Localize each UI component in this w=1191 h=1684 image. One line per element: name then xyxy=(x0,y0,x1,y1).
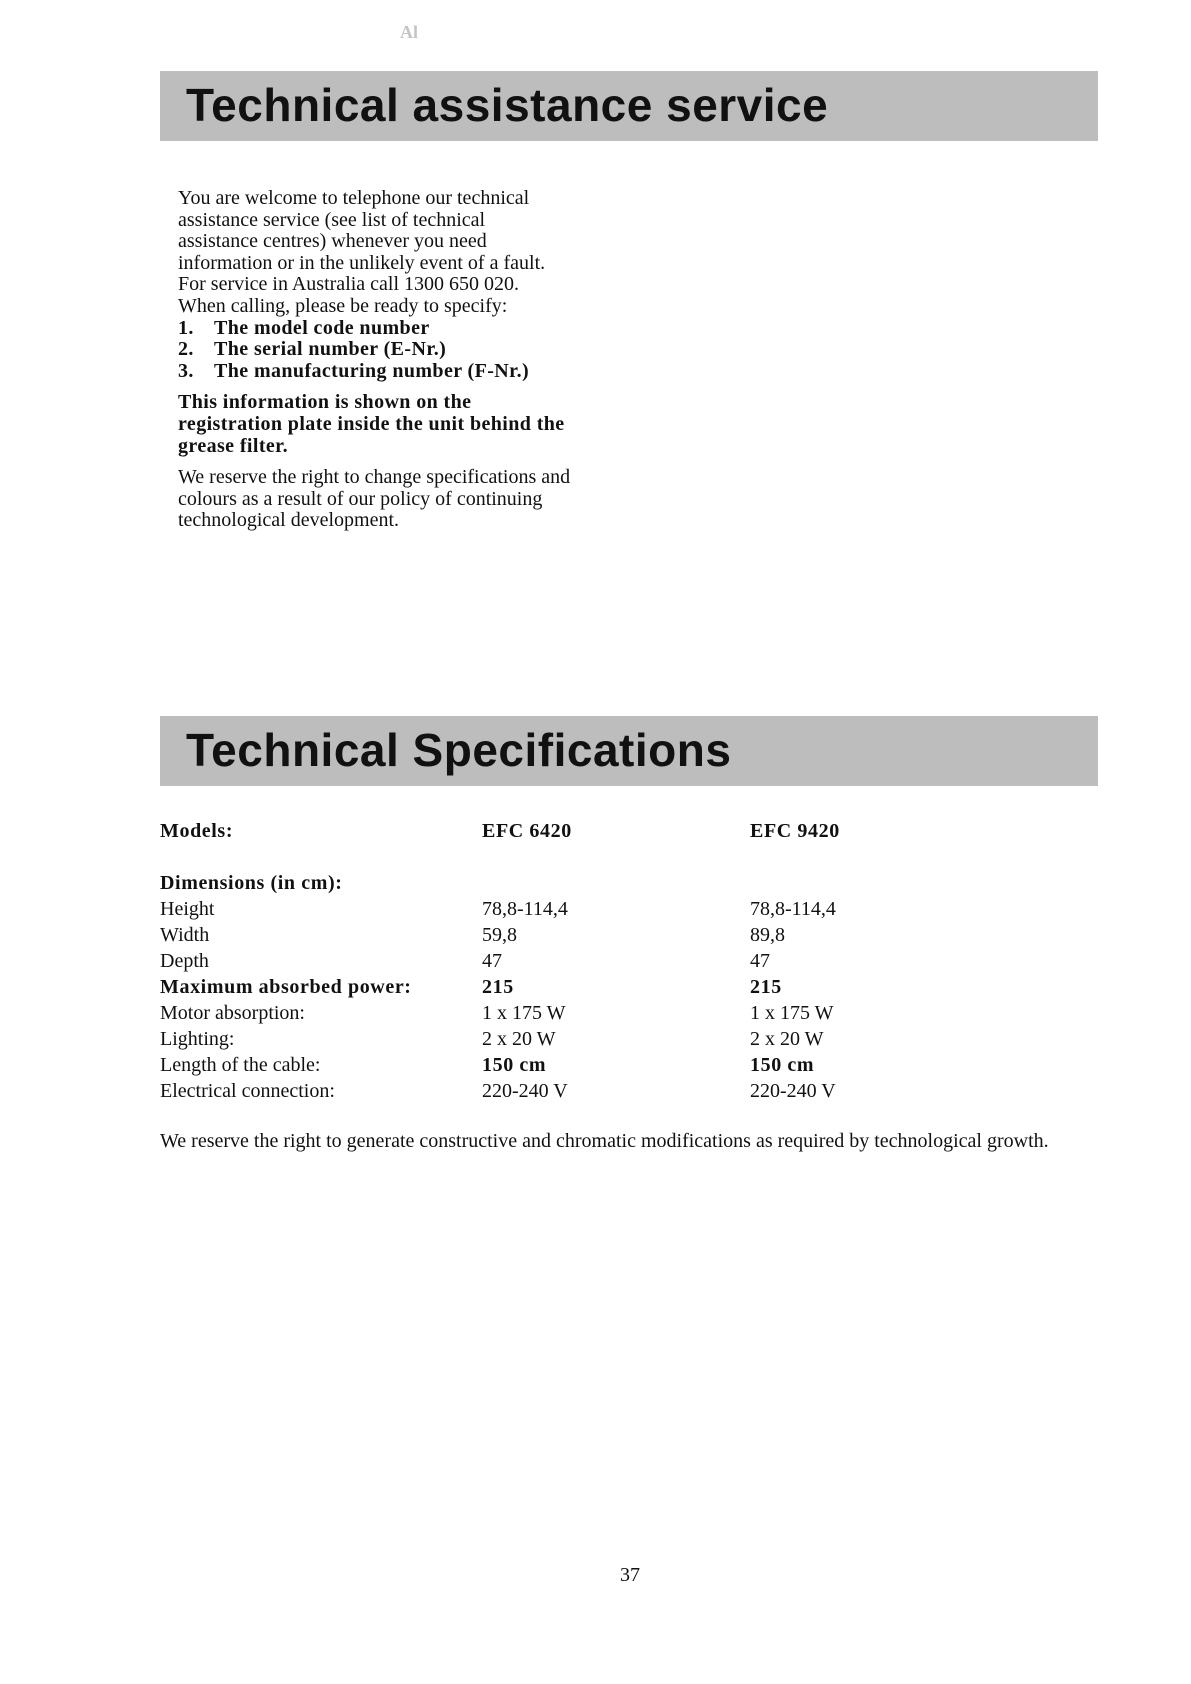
assistance-heading-banner xyxy=(160,71,1098,141)
intro-line: For service in Australia call 1300 650 020. xyxy=(178,273,520,296)
list-item xyxy=(178,318,618,340)
intro-line: When calling, please be ready to specify: xyxy=(178,294,508,317)
spacer-row xyxy=(160,844,1098,870)
reserve-line: We reserve the right to change specifications and xyxy=(178,466,571,489)
models-row xyxy=(160,818,1098,844)
list-item-number: 2. xyxy=(178,338,194,361)
row-label: Lighting: xyxy=(160,1028,235,1050)
list-item-text: The serial number (E-Nr.) xyxy=(214,338,447,361)
plate-info xyxy=(178,392,618,457)
row-value-b: 78,8-114,4 xyxy=(750,898,836,920)
assistance-heading: Technical assistance service xyxy=(186,79,829,131)
row-value-b: 220-240 V xyxy=(750,1080,836,1102)
row-label: Width xyxy=(160,924,210,946)
plate-line: registration plate inside the unit behind the xyxy=(178,412,565,435)
page-number: 37 xyxy=(620,1564,640,1586)
row-label: Electrical connection: xyxy=(160,1080,335,1102)
specifications-table xyxy=(160,818,1098,1104)
modifications-note: We reserve the right to generate constructive and chromatic modifications as required by technological growth. xyxy=(160,1130,1049,1152)
row-value-a: 47 xyxy=(482,950,502,972)
models-label: Models: xyxy=(160,820,234,842)
row-label: Length of the cable: xyxy=(160,1054,321,1076)
table-row xyxy=(160,1000,1098,1026)
reserve-info xyxy=(178,467,618,532)
model-b: EFC 9420 xyxy=(750,820,840,842)
row-value-b: 2 x 20 W xyxy=(750,1028,824,1050)
model-a: EFC 6420 xyxy=(482,820,572,842)
dimensions-label: Dimensions (in cm): xyxy=(160,872,343,894)
dimensions-row xyxy=(160,870,1098,896)
table-row xyxy=(160,896,1098,922)
specifications-heading: Technical Specifications xyxy=(186,724,732,776)
row-value-a: 78,8-114,4 xyxy=(482,898,568,920)
row-label: Depth xyxy=(160,950,209,972)
table-row xyxy=(160,974,1098,1000)
table-row xyxy=(160,1052,1098,1078)
list-item-number: 1. xyxy=(178,316,194,339)
row-label: Maximum absorbed power: xyxy=(160,976,412,998)
table-row xyxy=(160,922,1098,948)
intro-line: assistance service (see list of technical xyxy=(178,208,486,231)
list-item-number: 3. xyxy=(178,359,194,382)
list-item-text: The manufacturing number (F-Nr.) xyxy=(214,359,530,382)
list-item xyxy=(178,361,618,383)
reserve-line: colours as a result of our policy of continuing xyxy=(178,487,543,510)
row-value-a: 2 x 20 W xyxy=(482,1028,556,1050)
list-item xyxy=(178,339,618,361)
specifications-heading-banner xyxy=(160,716,1098,786)
plate-line: grease filter. xyxy=(178,434,289,457)
intro-line: information or in the unlikely event of a fault. xyxy=(178,251,546,274)
table-row xyxy=(160,1078,1098,1104)
row-value-b: 47 xyxy=(750,950,770,972)
assistance-text-block xyxy=(178,188,618,532)
row-value-b: 215 xyxy=(750,976,782,998)
intro-line: You are welcome to telephone our technical xyxy=(178,187,530,209)
table-row xyxy=(160,948,1098,974)
row-value-b: 150 cm xyxy=(750,1054,815,1076)
row-label: Motor absorption: xyxy=(160,1002,305,1024)
row-value-a: 220-240 V xyxy=(482,1080,568,1102)
row-value-a: 150 cm xyxy=(482,1054,547,1076)
reserve-line: technological development. xyxy=(178,509,400,532)
corner-mark: Al xyxy=(400,22,418,42)
plate-line: This information is shown on the xyxy=(178,391,472,414)
row-value-b: 1 x 175 W xyxy=(750,1002,834,1024)
table-row xyxy=(160,1026,1098,1052)
row-label: Height xyxy=(160,898,215,920)
row-value-a: 1 x 175 W xyxy=(482,1002,566,1024)
list-item-text: The model code number xyxy=(214,316,430,339)
row-value-b: 89,8 xyxy=(750,924,785,946)
intro-line: assistance centres) whenever you need xyxy=(178,230,487,253)
row-value-a: 59,8 xyxy=(482,924,517,946)
specify-list xyxy=(178,318,618,383)
row-value-a: 215 xyxy=(482,976,514,998)
